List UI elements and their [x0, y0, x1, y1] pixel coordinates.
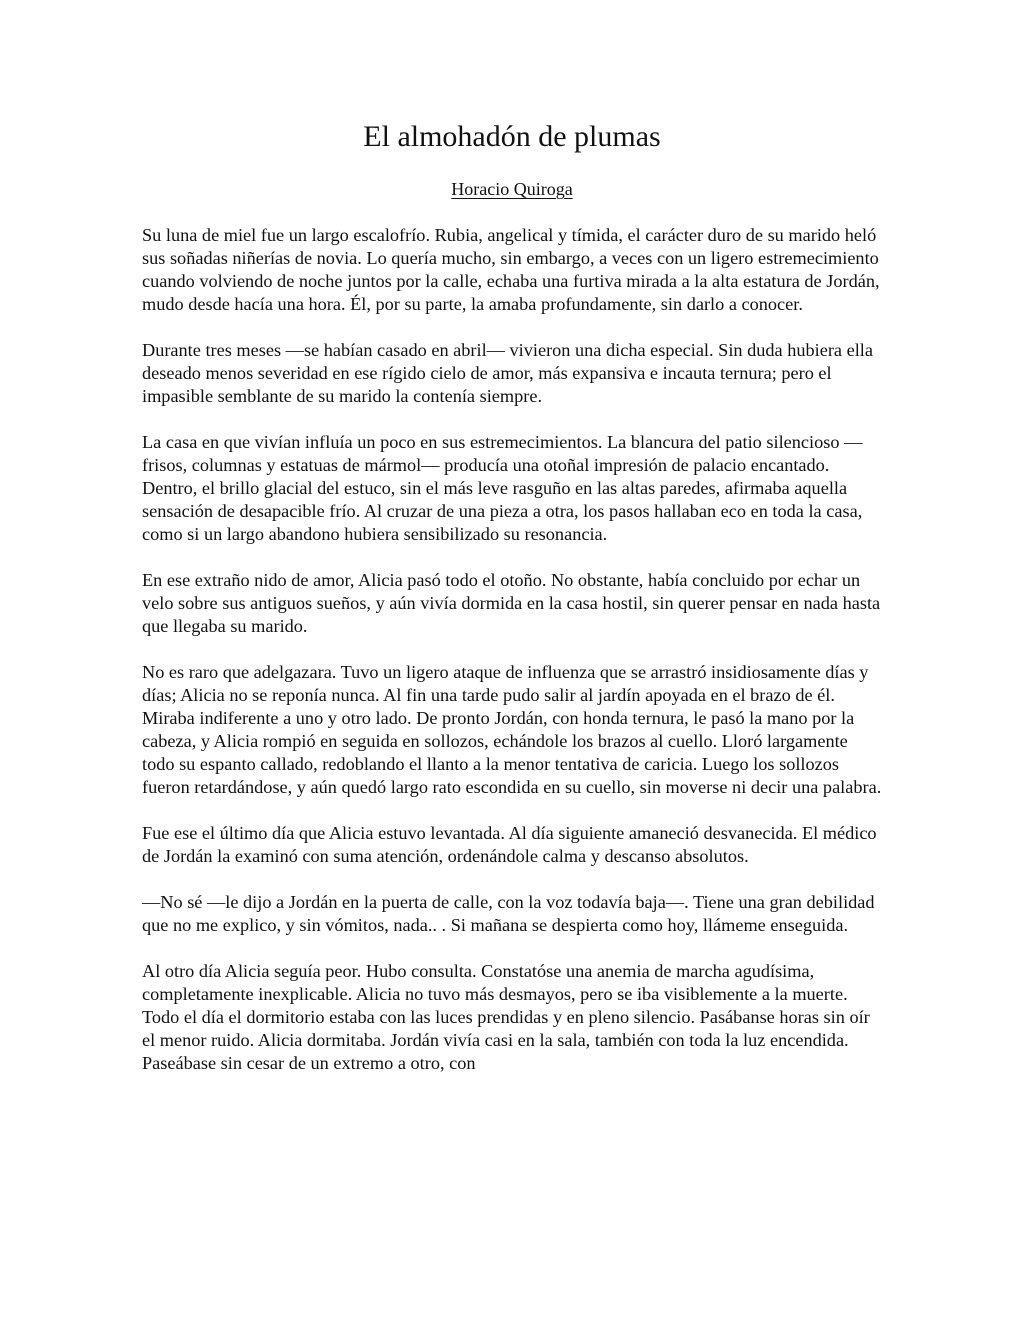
- document-author: [0, 177, 1024, 201]
- paragraph: Su luna de miel fue un largo escalofrío. Rubia, angelical y tímida, el carácter duro de su marido heló sus soñadas niñerías de novia. Lo quería mucho, sin embargo, a veces con un ligero estremecimiento cuando volviendo de noche juntos por la calle, echaba una furtiva mirada a la alta estatura de Jordán, mudo desde hacía una hora. Él, por su parte, la amaba profundamente, sin darlo a conocer.: [142, 225, 880, 314]
- paragraph: —No sé —le dijo a Jordán en la puerta de calle, con la voz todavía baja—. Tiene una gran debilidad que no me explico, y sin vómitos, nada.. . Si mañana se despierta como hoy, llámeme enseguida.: [142, 892, 875, 935]
- paragraph: En ese extraño nido de amor, Alicia pasó todo el otoño. No obstante, había concluido por echar un velo sobre sus antiguos sueños, y aún vivía dormida en la casa hostil, sin querer pensar en nada hasta que llegaba su marido.: [142, 570, 881, 636]
- paragraph: Durante tres meses —se habían casado en abril— vivieron una dicha especial. Sin duda hubiera ella deseado menos severidad en ese rígido cielo de amor, más expansiva e incauta ternura; pero el impasible semblante de su marido la contenía siempre.: [142, 340, 873, 406]
- paragraph: No es raro que adelgazara. Tuvo un ligero ataque de influenza que se arrastró insidiosamente días y días; Alicia no se reponía nunca. Al fin una tarde pudo salir al jardín apoyada en el brazo de él. Miraba indiferente a uno y otro lado. De pronto Jordán, con honda ternura, le pasó la mano por la cabeza, y Alicia rompió en seguida en sollozos, echándole los brazos al cuello. Lloró largamente todo su espanto callado, redoblando el llanto a la menor tentativa de caricia. Luego los sollozos fueron retardándose, y aún quedó largo rato escondida en su cuello, sin moverse ni decir una palabra.: [142, 662, 882, 797]
- paragraph: Fue ese el último día que Alicia estuvo levantada. Al día siguiente amaneció desvanecida. El médico de Jordán la examinó con suma atención, ordenándole calma y descanso absolutos.: [142, 823, 877, 866]
- paragraph: La casa en que vivían influía un poco en sus estremecimientos. La blancura del patio silencioso —frisos, columnas y estatuas de mármol— producía una otoñal impresión de palacio encantado. Dentro, el brillo glacial del estuco, sin el más leve rasguño en las altas paredes, afirmaba aquella sensación de desapacible frío. Al cruzar de una pieza a otra, los pasos hallaban eco en toda la casa, como si un largo abandono hubiera sensibilizado su resonancia.: [142, 432, 863, 544]
- paragraph: Al otro día Alicia seguía peor. Hubo consulta. Constatóse una anemia de marcha agudísima, completamente inexplicable. Alicia no tuvo más desmayos, pero se iba visiblemente a la muerte. Todo el día el dormitorio estaba con las luces prendidas y en pleno silencio. Pasábanse horas sin oír el menor ruido. Alicia dormitaba. Jordán vivía casi en la sala, también con toda la luz encendida. Paseábase sin cesar de un extremo a otro, con: [142, 961, 870, 1073]
- document-body: [142, 224, 884, 1098]
- document-title: El almohadón de plumas: [363, 120, 661, 153]
- author-name: Horacio Quiroga: [451, 179, 573, 199]
